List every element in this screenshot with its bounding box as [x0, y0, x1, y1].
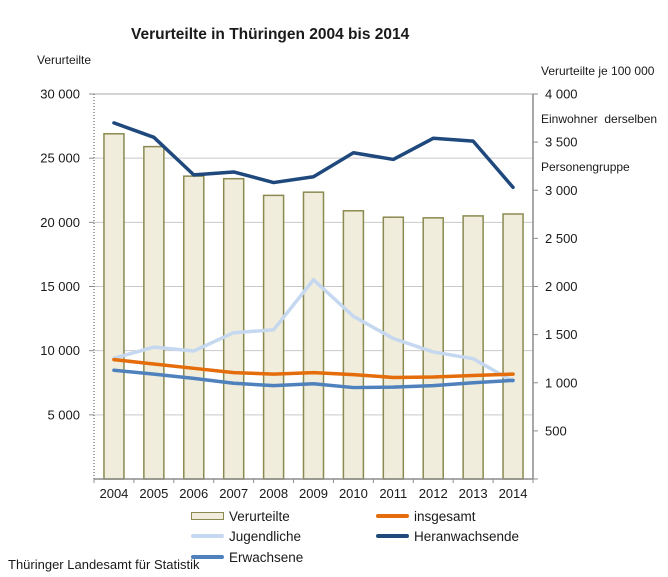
- legend-item-erwachsene: [191, 549, 303, 565]
- legend-item-jugendliche: [191, 528, 301, 544]
- line-swatch-icon: [376, 534, 409, 538]
- right-axis-caption-line2: Einwohner derselben: [541, 112, 658, 126]
- bar-swatch-icon: [191, 512, 224, 520]
- svg-text:2010: 2010: [338, 486, 368, 501]
- svg-text:15 000: 15 000: [40, 279, 80, 294]
- svg-text:1 000: 1 000: [545, 375, 578, 391]
- legend-label: Jugendliche: [229, 528, 302, 544]
- svg-text:4 000: 4 000: [545, 86, 578, 102]
- svg-text:2007: 2007: [219, 486, 249, 501]
- line-swatch-icon: [376, 514, 409, 518]
- svg-text:2009: 2009: [299, 486, 328, 501]
- svg-text:2008: 2008: [259, 486, 289, 501]
- svg-text:2 000: 2 000: [545, 279, 578, 294]
- svg-text:2006: 2006: [179, 486, 209, 501]
- line-swatch-icon: [191, 534, 224, 538]
- svg-text:2004: 2004: [99, 486, 129, 501]
- legend-label: Heranwachsende: [414, 528, 520, 544]
- legend-label: Erwachsene: [229, 549, 304, 565]
- svg-text:2 500: 2 500: [545, 230, 578, 246]
- svg-text:30 000: 30 000: [40, 86, 80, 102]
- svg-text:1 500: 1 500: [545, 327, 578, 343]
- svg-text:3 000: 3 000: [545, 182, 578, 198]
- svg-text:5 000: 5 000: [47, 407, 80, 423]
- legend-item-insgesamt: [376, 508, 476, 524]
- svg-text:10 000: 10 000: [40, 343, 80, 359]
- right-axis-caption-line1: Verurteilte je 100 000: [541, 64, 655, 78]
- svg-text:2013: 2013: [458, 486, 488, 501]
- svg-text:2011: 2011: [379, 486, 408, 501]
- svg-text:20 000: 20 000: [40, 214, 80, 230]
- source-attribution: Thüringer Landesamt für Statistik: [8, 557, 200, 572]
- svg-text:25 000: 25 000: [40, 150, 80, 166]
- legend-item-heranwachsende: [376, 528, 519, 544]
- svg-text:2005: 2005: [139, 486, 169, 501]
- legend-label: insgesamt: [414, 508, 476, 524]
- svg-text:2012: 2012: [418, 486, 448, 501]
- left-axis-caption: Verurteilte: [37, 53, 92, 67]
- chart-title: Verurteilte in Thüringen 2004 bis 2014: [131, 26, 410, 43]
- legend-label: Verurteilte: [229, 508, 290, 524]
- svg-text:2014: 2014: [498, 486, 528, 501]
- legend-item-verurteilte: [191, 508, 290, 524]
- svg-text:500: 500: [545, 423, 567, 439]
- svg-text:3 500: 3 500: [545, 134, 578, 150]
- right-axis-caption-line3: Personengruppe: [541, 160, 630, 174]
